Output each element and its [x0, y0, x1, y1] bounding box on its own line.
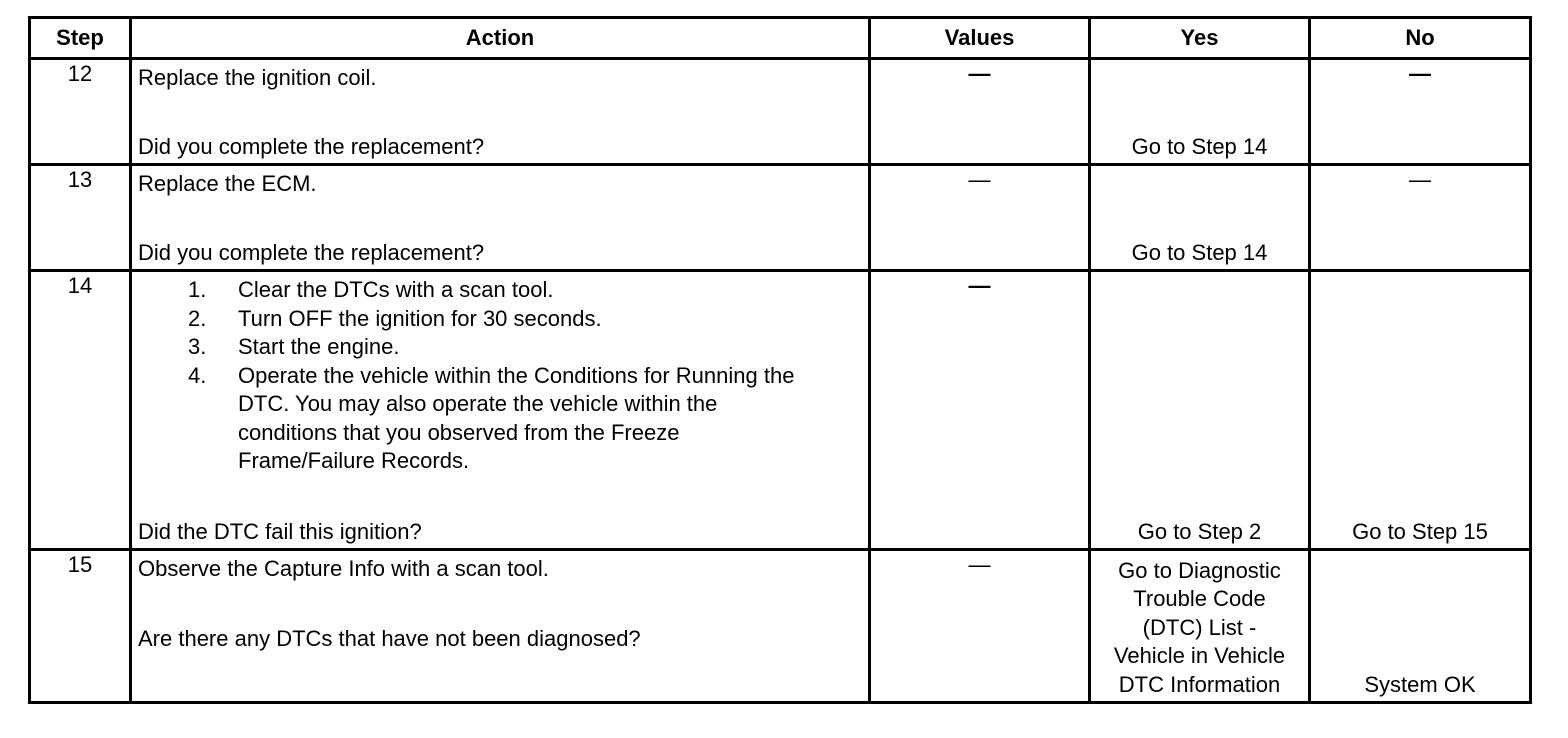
table-row	[30, 59, 1531, 165]
header-row	[30, 18, 1531, 59]
action-text: Replace the ignition coil.	[138, 65, 377, 90]
no-cell	[1310, 59, 1531, 165]
action-text: Observe the Capture Info with a scan tool.	[138, 556, 549, 581]
steps-list	[138, 276, 862, 476]
list-item-number: 4.	[188, 362, 207, 388]
header-values: Values	[870, 18, 1090, 59]
list-item	[138, 333, 862, 362]
header-action: Action	[131, 18, 870, 59]
action-question: Are there any DTCs that have not been diagnosed?	[138, 626, 641, 651]
no-result: System OK	[1364, 671, 1476, 697]
yes-link-line: Vehicle in Vehicle	[1113, 643, 1286, 668]
action-question: Did you complete the replacement?	[138, 239, 485, 265]
yes-cell	[1090, 59, 1310, 165]
list-item-text: Turn OFF the ignition for 30 seconds.	[238, 305, 602, 331]
list-item	[138, 276, 862, 305]
yes-link[interactable]: Go to Step 2	[1137, 518, 1262, 544]
action-text: Replace the ECM.	[138, 171, 317, 196]
yes-cell	[1090, 550, 1310, 703]
values-dash: —	[968, 552, 991, 577]
action-steps	[138, 276, 862, 476]
yes-cell	[1090, 165, 1310, 271]
header-yes: Yes	[1090, 18, 1310, 59]
diagnostic-table	[28, 16, 1532, 704]
no-cell	[1310, 165, 1531, 271]
list-item	[138, 362, 798, 476]
action-cell	[131, 271, 870, 550]
list-item-number: 2.	[188, 305, 207, 331]
header-no: No	[1310, 18, 1531, 59]
no-cell	[1310, 550, 1531, 703]
yes-link-line: Go to Diagnostic	[1118, 557, 1281, 583]
action-cell	[131, 550, 870, 703]
list-item-text: Operate the vehicle within the Conditions for Running the DTC. You may also operate the vehicle within the conditions that you observed from the Freeze Frame/Failure Records.	[238, 362, 795, 473]
yes-cell	[1090, 271, 1310, 550]
list-item-text: Start the engine.	[238, 334, 400, 359]
yes-link[interactable]: Go to Step 14	[1131, 133, 1268, 159]
list-item-number: 1.	[188, 277, 207, 302]
yes-link-line: Trouble Code	[1133, 586, 1266, 611]
list-item-text: Clear the DTCs with a scan tool.	[238, 277, 554, 302]
list-item	[138, 305, 862, 334]
step-number: 15	[30, 550, 131, 703]
table-row	[30, 550, 1531, 703]
values-dash: —	[968, 273, 991, 298]
no-dash: —	[1409, 167, 1431, 192]
table-row	[30, 165, 1531, 271]
yes-link[interactable]: Go to Step 14	[1131, 239, 1268, 265]
yes-link[interactable]	[1095, 557, 1304, 700]
header-step: Step	[30, 18, 131, 59]
table-row	[30, 271, 1531, 550]
no-dash: —	[1409, 61, 1431, 86]
step-number: 13	[30, 165, 131, 271]
yes-link-line: (DTC) List -	[1142, 614, 1257, 640]
step-number: 14	[30, 271, 131, 550]
action-question: Did you complete the replacement?	[138, 133, 485, 159]
action-question: Did the DTC fail this ignition?	[138, 518, 422, 544]
yes-link-line: DTC Information	[1118, 671, 1281, 697]
values-cell	[870, 59, 1090, 165]
values-cell	[870, 271, 1090, 550]
values-dash: —	[968, 167, 991, 192]
values-cell	[870, 165, 1090, 271]
no-link[interactable]: Go to Step 15	[1352, 518, 1488, 544]
values-dash: —	[968, 61, 991, 86]
no-cell	[1310, 271, 1531, 550]
list-item-number: 3.	[188, 334, 207, 359]
step-number: 12	[30, 59, 131, 165]
action-cell	[131, 59, 870, 165]
action-cell	[131, 165, 870, 271]
values-cell	[870, 550, 1090, 703]
